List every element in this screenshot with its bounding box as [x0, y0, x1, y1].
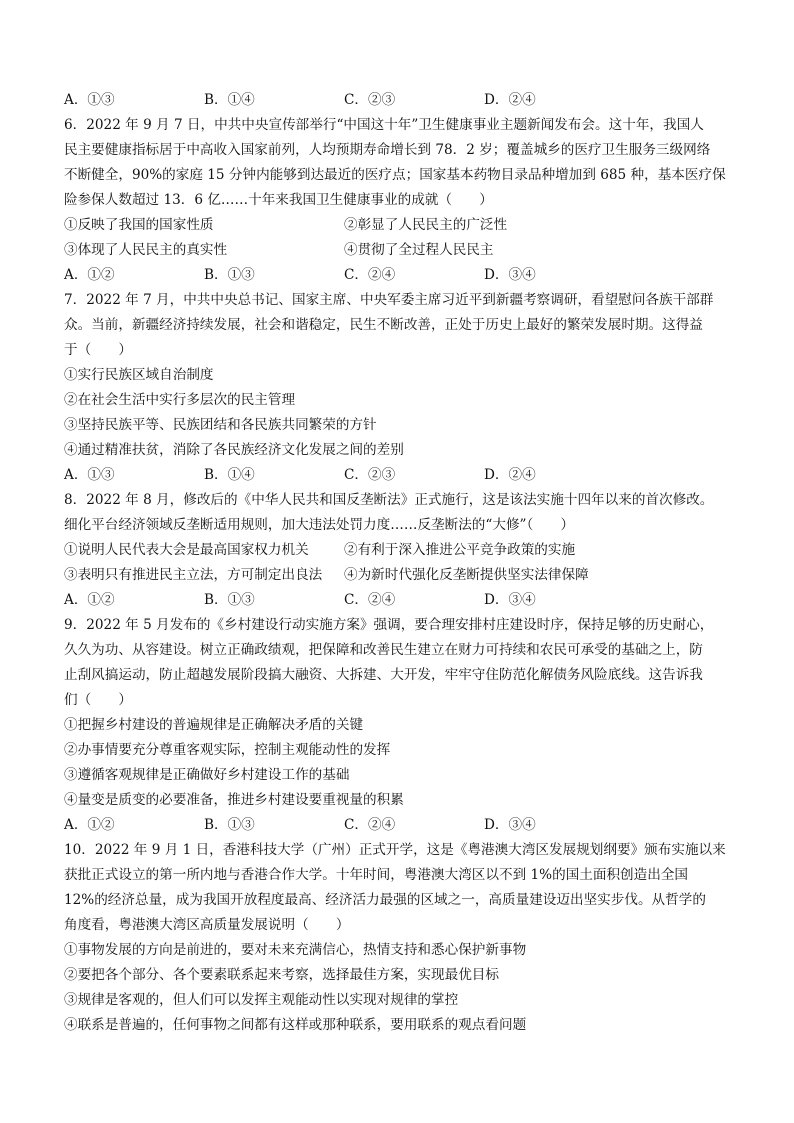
question-stem-line: 6．2022 年 9 月 7 日，中共中央宣传部举行“中国这十年”卫生健康事业主题新闻发布会。这十年，我国人 — [64, 117, 704, 133]
question-stem-line: 止刮风搞运动，防止超越发展阶段搞大融资、大拆建、大开发，牢牢守住防范化解债务风险底线。这告诉我 — [64, 667, 703, 683]
statement-4: ④为新时代强化反垄断提供坚实法律保障 — [344, 567, 589, 583]
question-stem-line: 角度看，粤港澳大湾区高质量发展说明（ ） — [64, 917, 350, 933]
statement-1: ①实行民族区域自治制度 — [64, 367, 214, 383]
statement-4: ④量变是质变的必要准备，推进乡村建设要重视量的积累 — [64, 792, 404, 808]
statement-3: ③坚持民族平等、民族团结和各民族共同繁荣的方针 — [64, 417, 377, 433]
option-d: D．②④ — [484, 467, 536, 483]
option-c: C．②④ — [344, 817, 396, 833]
question-stem-line: 7．2022 年 7 月，中共中央总书记、国家主席、中央军委主席习近平到新疆考察调研，看望慰问各族干部群 — [64, 292, 714, 308]
statement-1: ①事物发展的方向是前进的，要对未来充满信心，热情支持和悉心保护新事物 — [64, 942, 527, 958]
option-a: A．①② — [64, 592, 115, 608]
statement-4: ④贯彻了全过程人民民主 — [344, 242, 494, 258]
option-b: B．①④ — [204, 92, 255, 108]
option-b: B．①③ — [204, 592, 255, 608]
option-b: B．①③ — [204, 267, 255, 283]
statement-2: ②在社会生活中实行多层次的民主管理 — [64, 392, 296, 408]
statement-1: ①把握乡村建设的普遍规律是正确解决矛盾的关键 — [64, 717, 364, 733]
statement-2: ②要把各个部分、各个要素联系起来考察，选择最佳方案，实现最优目标 — [64, 967, 499, 983]
question-stem-line: 获批正式设立的第一所内地与香港合作大学。十年时间，粤港澳大湾区以不到 1%的国土面积创造出全国 — [64, 867, 689, 883]
option-a: A．①③ — [64, 92, 115, 108]
question-stem-line: 12%的经济总量，成为我国开放程度最高、经济活力最强的区域之一，高质量建设迈出坚实步伐。从哲学的 — [64, 892, 706, 908]
statement-1: ①反映了我国的国家性质 — [64, 217, 214, 233]
option-c: C．②④ — [344, 592, 396, 608]
statement-3: ③遵循客观规律是正确做好乡村建设工作的基础 — [64, 767, 350, 783]
option-c: C．②③ — [344, 92, 396, 108]
question-stem-line: 不断健全，90%的家庭 15 分钟内能够到达最近的医疗点；国家基本药物目录品种增加到 685 种，基本医疗保 — [64, 167, 726, 183]
statement-3: ③体现了人民民主的真实性 — [64, 242, 228, 258]
option-b: B．①③ — [204, 817, 255, 833]
statement-3: ③规律是客观的，但人们可以发挥主观能动性以实现对规律的掌控 — [64, 992, 459, 1008]
option-a: A．①② — [64, 817, 115, 833]
question-stem-line: 9．2022 年 5 月发布的《乡村建设行动实施方案》强调，要合理安排村庄建设时序，保持足够的历史耐心， — [64, 617, 714, 633]
option-b: B．①④ — [204, 467, 255, 483]
option-c: C．②④ — [344, 267, 396, 283]
question-stem-line: 8．2022 年 8 月，修改后的《中华人民共和国反垄断法》正式施行，这是该法实施十四年以来的首次修改。 — [64, 492, 714, 508]
option-a: A．①② — [64, 267, 115, 283]
statement-2: ②有利于深入推进公平竞争政策的实施 — [344, 542, 576, 558]
option-d: D．③④ — [484, 592, 536, 608]
option-c: C．②③ — [344, 467, 396, 483]
statement-1: ①说明人民代表大会是最高国家权力机关 — [64, 542, 309, 558]
question-stem-line: 们（ ） — [64, 692, 132, 708]
question-stem-line: 久久为功、从容建设。树立正确政绩观，把保障和改善民生建立在财力可持续和农民可承受的基础之上，防 — [64, 642, 703, 658]
statement-4: ④通过精准扶贫，消除了各民族经济文化发展之间的差别 — [64, 442, 404, 458]
option-a: A．①③ — [64, 467, 115, 483]
statement-4: ④联系是普遍的，任何事物之间都有这样或那种联系，要用联系的观点看问题 — [64, 1017, 527, 1033]
option-d: D．③④ — [484, 267, 536, 283]
statement-2: ②彰显了人民民主的广泛性 — [344, 217, 508, 233]
option-d: D．②④ — [484, 92, 536, 108]
statement-2: ②办事情要充分尊重客观实际，控制主观能动性的发挥 — [64, 742, 391, 758]
question-stem-line: 10．2022 年 9 月 1 日，香港科技大学（广州）正式开学，这是《粤港澳大湾区发展规划纲要》颁布实施以来 — [64, 842, 726, 858]
question-stem-line: 民主要健康指标居于中高收入国家前列，人均预期寿命增长到 78．2 岁；覆盖城乡的医疗卫生服务三级网络 — [64, 142, 711, 158]
question-stem-line: 于（ ） — [64, 342, 132, 358]
statement-3: ③表明只有推进民主立法，方可制定出良法 — [64, 567, 323, 583]
question-stem-line: 险参保人数超过 13．6 亿……十年来我国卫生健康事业的成就（ ） — [64, 192, 493, 208]
question-stem-line: 细化平台经济领域反垄断适用规则，加大违法处罚力度……反垄断法的“大修”（ ） — [64, 517, 575, 533]
option-d: D．③④ — [484, 817, 536, 833]
question-stem-line: 众。当前，新疆经济持续发展，社会和谐稳定，民生不断改善，正处于历史上最好的繁荣发展时期。这得益 — [64, 317, 703, 333]
